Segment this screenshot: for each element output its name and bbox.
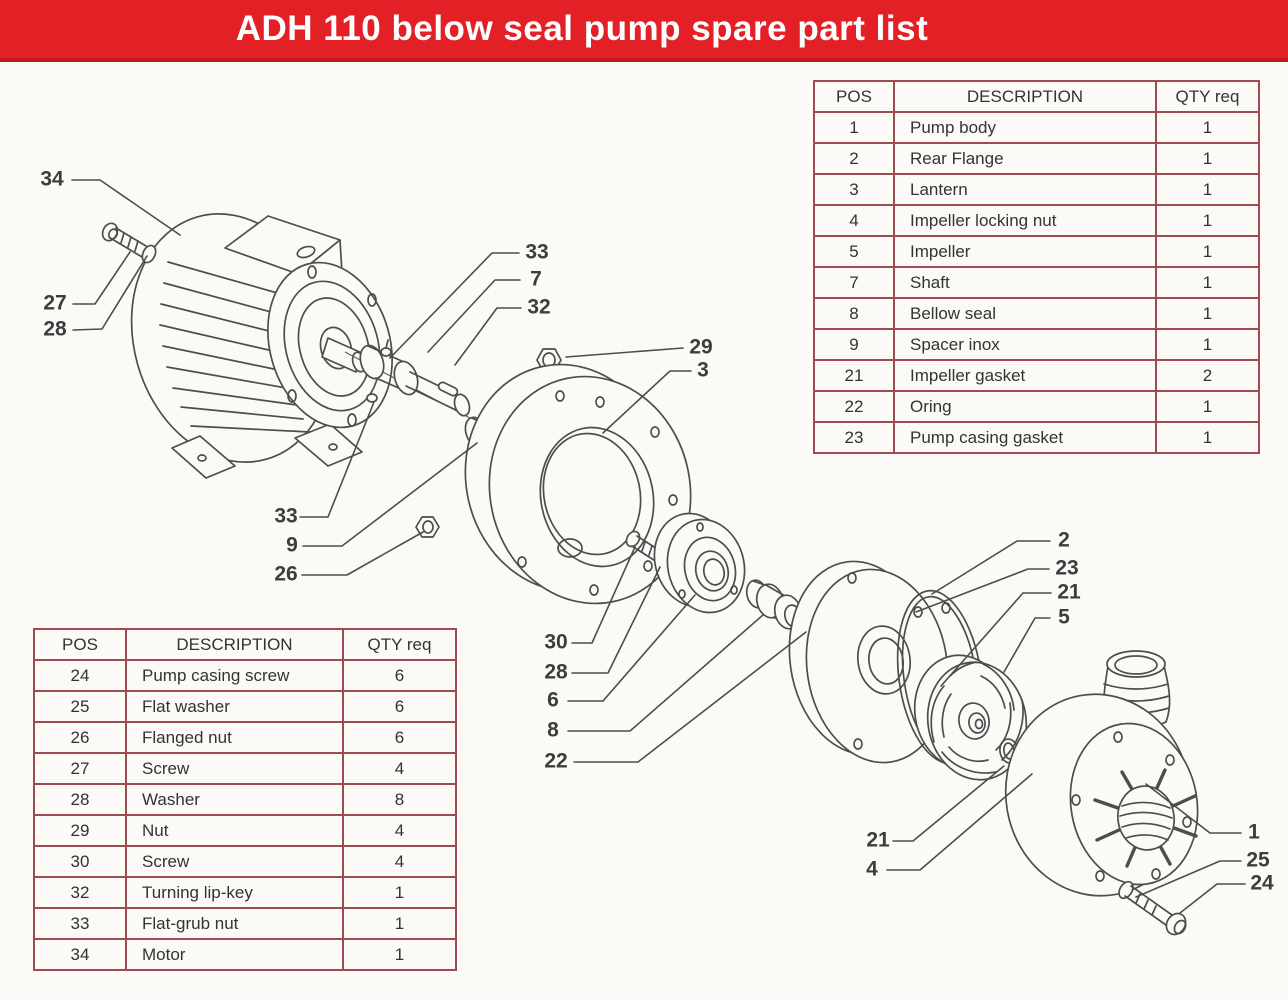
pos-cell: 4 xyxy=(814,205,894,236)
table-row xyxy=(34,815,456,846)
pos-cell: 32 xyxy=(34,877,126,908)
callout-label-5: 5 xyxy=(1058,605,1070,629)
leader-line-2 xyxy=(932,541,1050,594)
qty-cell: 1 xyxy=(1156,112,1259,143)
table-row xyxy=(34,753,456,784)
description-cell: Motor xyxy=(126,939,343,970)
pos-cell: 26 xyxy=(34,722,126,753)
screw-24-washer-25-drawing xyxy=(1116,879,1189,938)
column-header: POS xyxy=(814,81,894,112)
callout-label-4: 4 xyxy=(866,857,878,881)
leader-line-22 xyxy=(574,632,806,762)
qty-cell: 1 xyxy=(343,908,456,939)
table-row xyxy=(34,877,456,908)
qty-cell: 1 xyxy=(343,877,456,908)
leader-line-7 xyxy=(428,280,520,352)
pos-cell: 5 xyxy=(814,236,894,267)
pos-cell: 24 xyxy=(34,660,126,691)
motor-drawing xyxy=(103,190,411,486)
pos-cell: 29 xyxy=(34,815,126,846)
table-row xyxy=(814,298,1259,329)
table-row xyxy=(34,691,456,722)
description-cell: Flat washer xyxy=(126,691,343,722)
column-header: QTY req xyxy=(1156,81,1259,112)
callout-label-3: 3 xyxy=(697,358,709,382)
table-row xyxy=(34,939,456,970)
pos-cell: 7 xyxy=(814,267,894,298)
callout-label-21-rear: 21 xyxy=(1057,580,1081,604)
qty-cell: 1 xyxy=(343,939,456,970)
leader-line-5 xyxy=(1004,618,1050,672)
qty-cell: 2 xyxy=(1156,360,1259,391)
spare-parts-table-main xyxy=(813,80,1260,454)
pos-cell: 25 xyxy=(34,691,126,722)
qty-cell: 6 xyxy=(343,660,456,691)
pos-cell: 3 xyxy=(814,174,894,205)
page-title: ADH 110 below seal pump spare part list xyxy=(235,9,929,48)
leader-line-32 xyxy=(455,308,521,365)
qty-cell: 1 xyxy=(1156,391,1259,422)
table-row xyxy=(814,391,1259,422)
callout-label-9: 9 xyxy=(286,533,298,557)
pos-cell: 21 xyxy=(814,360,894,391)
callout-label-28-seal: 28 xyxy=(544,660,568,684)
qty-cell: 6 xyxy=(343,691,456,722)
description-cell: Lantern xyxy=(894,174,1156,205)
callout-label-8: 8 xyxy=(547,718,559,742)
qty-cell: 4 xyxy=(343,846,456,877)
pos-cell: 33 xyxy=(34,908,126,939)
callout-label-30: 30 xyxy=(544,630,568,654)
screw-27-washer-28-drawing xyxy=(100,221,158,265)
description-cell: Flat-grub nut xyxy=(126,908,343,939)
pos-cell: 2 xyxy=(814,143,894,174)
description-cell: Impeller xyxy=(894,236,1156,267)
pos-cell: 28 xyxy=(34,784,126,815)
leader-line-29 xyxy=(566,348,683,357)
table-row xyxy=(814,360,1259,391)
description-cell: Screw xyxy=(126,753,343,784)
description-cell: Oring xyxy=(894,391,1156,422)
table-header-row xyxy=(34,629,456,660)
column-header: QTY req xyxy=(343,629,456,660)
qty-cell: 4 xyxy=(343,753,456,784)
callout-label-23: 23 xyxy=(1055,556,1079,580)
column-header: POS xyxy=(34,629,126,660)
table-row xyxy=(814,422,1259,453)
pos-cell: 27 xyxy=(34,753,126,784)
table-header-row xyxy=(814,81,1259,112)
qty-cell: 4 xyxy=(343,815,456,846)
callout-label-34: 34 xyxy=(40,167,64,191)
table-row xyxy=(814,174,1259,205)
description-cell: Screw xyxy=(126,846,343,877)
leader-line-34 xyxy=(72,180,180,235)
table-row xyxy=(34,660,456,691)
callout-label-25: 25 xyxy=(1246,848,1270,872)
pos-cell: 34 xyxy=(34,939,126,970)
table-row xyxy=(814,267,1259,298)
table-row xyxy=(814,236,1259,267)
description-cell: Turning lip-key xyxy=(126,877,343,908)
table-row xyxy=(34,846,456,877)
callout-label-2: 2 xyxy=(1058,528,1070,552)
qty-cell: 1 xyxy=(1156,205,1259,236)
leader-line-24 xyxy=(1180,884,1245,913)
callout-label-24: 24 xyxy=(1250,871,1274,895)
table-row xyxy=(814,329,1259,360)
callout-label-7: 7 xyxy=(530,267,542,291)
callout-label-28-motor: 28 xyxy=(43,317,67,341)
description-cell: Shaft xyxy=(894,267,1156,298)
pump-body-drawing xyxy=(990,651,1210,910)
description-cell: Pump casing screw xyxy=(126,660,343,691)
description-cell: Pump casing gasket xyxy=(894,422,1156,453)
pos-cell: 9 xyxy=(814,329,894,360)
table-row xyxy=(814,112,1259,143)
column-header: DESCRIPTION xyxy=(126,629,343,660)
description-cell: Rear Flange xyxy=(894,143,1156,174)
callout-label-21-front: 21 xyxy=(866,828,890,852)
table-row xyxy=(34,908,456,939)
qty-cell: 1 xyxy=(1156,329,1259,360)
callout-label-6: 6 xyxy=(547,688,559,712)
qty-cell: 8 xyxy=(343,784,456,815)
description-cell: Impeller locking nut xyxy=(894,205,1156,236)
table-row xyxy=(814,143,1259,174)
callout-label-1: 1 xyxy=(1248,820,1260,844)
table-row xyxy=(814,205,1259,236)
pos-cell: 23 xyxy=(814,422,894,453)
qty-cell: 1 xyxy=(1156,143,1259,174)
qty-cell: 1 xyxy=(1156,174,1259,205)
description-cell: Flanged nut xyxy=(126,722,343,753)
description-cell: Nut xyxy=(126,815,343,846)
pos-cell: 22 xyxy=(814,391,894,422)
qty-cell: 1 xyxy=(1156,236,1259,267)
description-cell: Washer xyxy=(126,784,343,815)
qty-cell: 6 xyxy=(343,722,456,753)
description-cell: Impeller gasket xyxy=(894,360,1156,391)
callout-label-22: 22 xyxy=(544,749,568,773)
column-header: DESCRIPTION xyxy=(894,81,1156,112)
qty-cell: 1 xyxy=(1156,267,1259,298)
pos-cell: 30 xyxy=(34,846,126,877)
callout-label-33-left: 33 xyxy=(274,504,298,528)
leader-line-33-top xyxy=(390,253,519,358)
title-banner xyxy=(0,0,1288,62)
callout-label-33-top: 33 xyxy=(525,240,549,264)
pos-cell: 1 xyxy=(814,112,894,143)
qty-cell: 1 xyxy=(1156,422,1259,453)
pos-cell: 8 xyxy=(814,298,894,329)
leader-line-26 xyxy=(302,532,423,575)
callout-label-32: 32 xyxy=(527,295,551,319)
callout-label-26: 26 xyxy=(274,562,298,586)
spare-parts-table-fasteners xyxy=(33,628,457,971)
description-cell: Bellow seal xyxy=(894,298,1156,329)
qty-cell: 1 xyxy=(1156,298,1259,329)
table-row xyxy=(34,784,456,815)
table-row xyxy=(34,722,456,753)
callout-label-27: 27 xyxy=(43,291,67,315)
description-cell: Pump body xyxy=(894,112,1156,143)
description-cell: Spacer inox xyxy=(894,329,1156,360)
leader-line-6 xyxy=(568,595,695,701)
callout-label-29: 29 xyxy=(689,335,713,359)
